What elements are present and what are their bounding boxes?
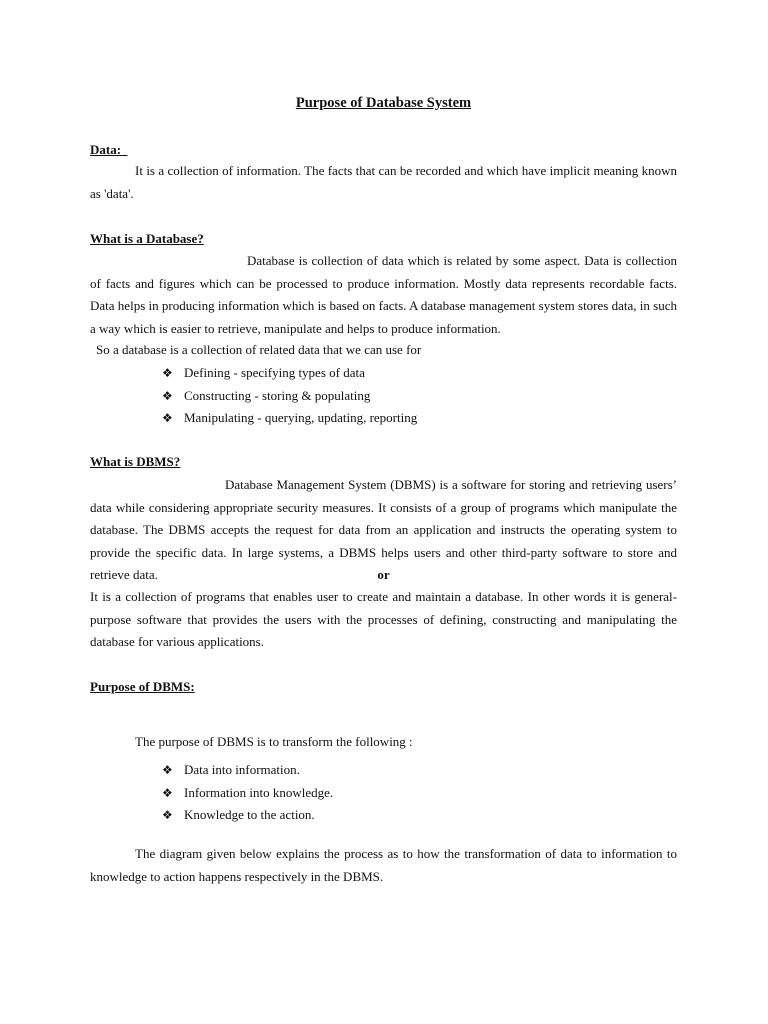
list-item [162,385,417,408]
database-uses-list [162,362,417,430]
document-page [90,0,677,1024]
purpose-intro-line: The purpose of DBMS is to transform the following : [135,734,413,749]
purpose-heading: Purpose of DBMS: [90,679,195,694]
diamond-bullet-icon: ❖ [162,366,173,380]
purpose-list [162,759,333,827]
diamond-bullet-icon: ❖ [162,763,173,777]
diamond-bullet-icon: ❖ [162,388,173,403]
list-item-text: Constructing - storing & populating [184,387,371,403]
or-separator: or [377,567,390,582]
list-item-text: Defining - specifying types of data [184,365,365,380]
document-title: Purpose of Database System [295,95,472,111]
data-heading: Data: [90,142,128,157]
database-paragraph: Database is collection of data which is related by some aspect. Data is collection of facts and figures which can be processed to produce information. Mostly data represents recordable facts. Data helps in producing information which is based on facts. A database management system stores data, in such a way which is easier to retrieve, manipulate and helps to produce information. [90,253,677,336]
database-heading: What is a Database? [90,231,204,246]
list-item-text: Information into knowledge. [184,784,334,800]
list-item [162,804,333,827]
diamond-bullet-icon: ❖ [162,808,173,822]
diamond-bullet-icon: ❖ [162,785,173,800]
dbms-paragraph-2: It is a collection of programs that enables user to create and maintain a database. In other words it is general-purpose software that provides the users with the processes of defining, constructing and manipulating the database for various applications. [90,589,677,649]
list-item [162,759,333,782]
list-item [162,782,333,805]
list-item-text: Manipulating - querying, updating, reporting [184,410,418,425]
diamond-bullet-icon: ❖ [162,411,173,425]
database-intro-line: So a database is a collection of related data that we can use for [96,342,422,357]
dbms-heading: What is DBMS? [90,454,181,469]
list-item-text: Data into information. [184,762,300,777]
list-item-text: Knowledge to the action. [184,807,315,822]
list-item [162,407,417,430]
purpose-closing-paragraph: The diagram given below explains the process as to how the transformation of data to information to knowledge to action happens respectively in the DBMS. [90,846,677,884]
dbms-paragraph-1: Database Management System (DBMS) is a software for storing and retrieving users’ data while considering appropriate security measures. It consists of a group of programs which manipulate the database. The DBMS accepts the request for data from an application and instructs the operating system to provide the specific data. In large systems, a DBMS helps users and other third-party software to store and retrieve data. [90,477,677,582]
data-paragraph: It is a collection of information. The facts that can be recorded and which have implicit meaning known as 'data'. [90,163,677,201]
list-item [162,362,417,385]
